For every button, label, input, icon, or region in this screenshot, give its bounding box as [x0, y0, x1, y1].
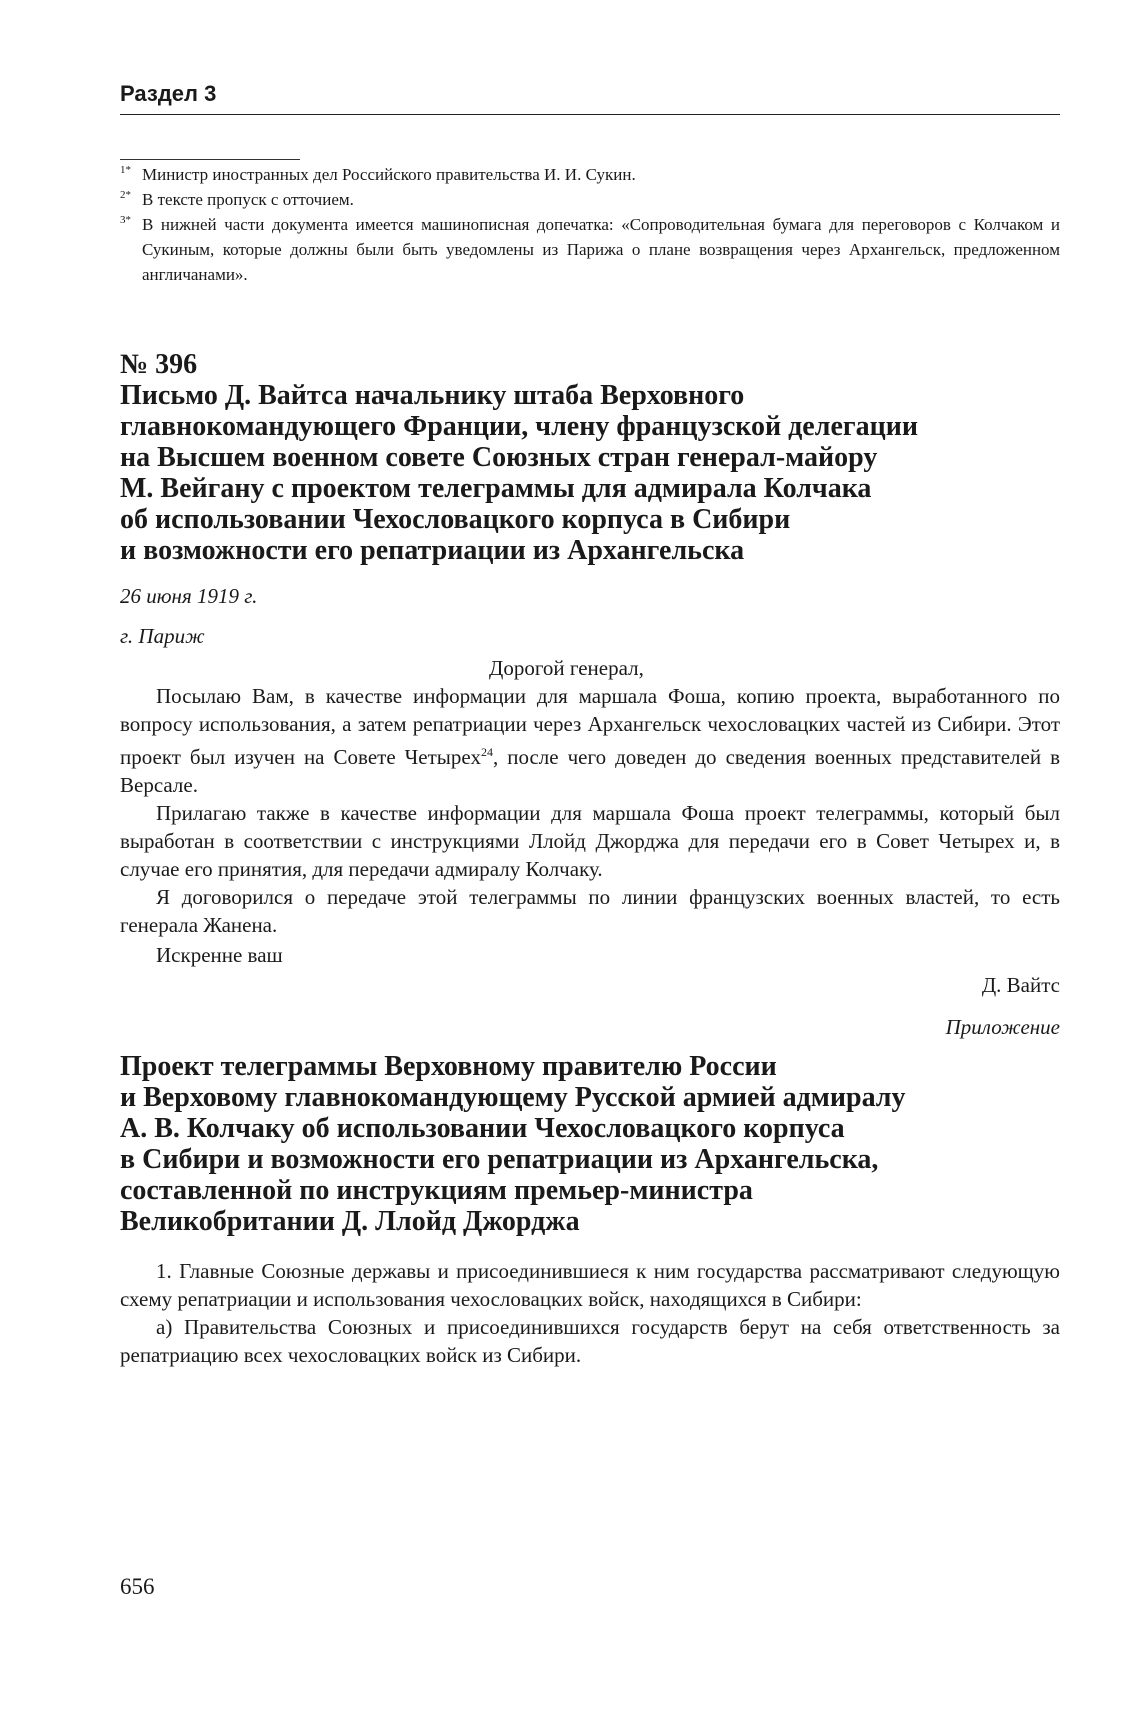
salutation: Дорогой генерал,: [489, 656, 644, 680]
footnote: [120, 162, 1060, 187]
footnote-marker: 3*: [120, 214, 131, 226]
appendix-title-line: Великобритании Д. Ллойд Джорджа: [120, 1206, 580, 1237]
document-title-line: и возможности его репатриации из Архангельска: [120, 535, 745, 566]
page-number: 656: [120, 1574, 155, 1599]
document-title-line: об использовании Чехословацкого корпуса в Сибири: [120, 504, 791, 535]
appendix-title: [120, 1051, 1060, 1237]
document-page: [120, 78, 1060, 1369]
letter-closing: Искренне ваш: [156, 943, 283, 967]
endnote-marker: 24: [480, 745, 493, 759]
letter-paragraph: [120, 682, 1060, 799]
document-place: г. Париж: [120, 624, 205, 648]
appendix-title-line: составленной по инструкциям премьер-министра: [120, 1175, 753, 1206]
footnote-text: Министр иностранных дел Российского правительства И. И. Сукин.: [142, 165, 636, 184]
footnote-rule: [120, 159, 300, 160]
footnote-text: В тексте пропуск с отточием.: [142, 190, 354, 209]
letter-paragraph: Прилагаю также в качестве информации для маршала Фоша проект телеграммы, который был выработан в соответствии с инструкциями Ллойд Джорджа для передачи его в Совет Четырех и, в случае его принятия, для передачи адмиралу Колчаку.: [120, 801, 1060, 881]
appendix-title-line: в Сибири и возможности его репатриации из Архангельска,: [120, 1144, 879, 1175]
document-title-line: на Высшем военном совете Союзных стран генерал-майору: [120, 442, 878, 473]
document-date: 26 июня 1919 г.: [120, 584, 258, 608]
document-title-line: главнокомандующего Франции, члену французской делегации: [120, 411, 918, 442]
document-title: [120, 380, 1060, 566]
document-number: № 396: [120, 349, 198, 380]
footnote: [120, 212, 1060, 287]
appendix-title-line: Проект телеграммы Верховному правителю России: [120, 1051, 777, 1082]
paragraph-text: , после чего доведен до сведения военных представителей в Версале.: [120, 745, 1060, 797]
footnote-text: В нижней части документа имеется машинописная допечатка: «Сопроводительная бумага для переговоров с Колчаком и Сукиным, которые должны были быть уведомлены из Парижа о плане возвращения через Архангельск, предложенном англичанами».: [142, 215, 1060, 284]
document-title-line: М. Вейгану с проектом телеграммы для адмирала Колчака: [120, 473, 872, 504]
appendix-paragraph: 1. Главные Союзные державы и присоединившиеся к ним государства рассматривают следующую схему репатриации и использования чехословацких войск, находящихся в Сибири:: [120, 1259, 1060, 1311]
document-title-line: Письмо Д. Вайтса начальнику штаба Верховного: [120, 380, 745, 411]
signature: Д. Вайтс: [981, 973, 1060, 997]
appendix-label: Приложение: [945, 1015, 1060, 1039]
appendix-paragraph: а) Правительства Союзных и присоединившихся государств берут на себя ответственность за репатриацию всех чехословацких войск из Сибири.: [120, 1315, 1060, 1367]
running-header: [120, 78, 1060, 115]
footnotes: [120, 162, 1060, 287]
paragraph-text: Посылаю Вам, в качестве информации для маршала Фоша, копию проекта, выработанного по вопросу использования, а затем репатриации через Архангельск чехословацких частей из Сибири. Этот проект был изучен на Совете Четырех: [120, 684, 1060, 769]
appendix-title-line: А. В. Колчаку об использовании Чехословацкого корпуса: [120, 1113, 845, 1144]
section-label: Раздел 3: [120, 81, 217, 106]
footnote: [120, 187, 1060, 212]
appendix-body: [120, 1257, 1060, 1369]
letter-paragraph: Я договорился о передаче этой телеграммы по линии французских военных властей, то есть генерала Жанена.: [120, 885, 1060, 937]
footnote-marker: 1*: [120, 164, 131, 176]
footnote-marker: 2*: [120, 189, 131, 201]
appendix-title-line: и Верховому главнокомандующему Русской армией адмиралу: [120, 1082, 906, 1113]
